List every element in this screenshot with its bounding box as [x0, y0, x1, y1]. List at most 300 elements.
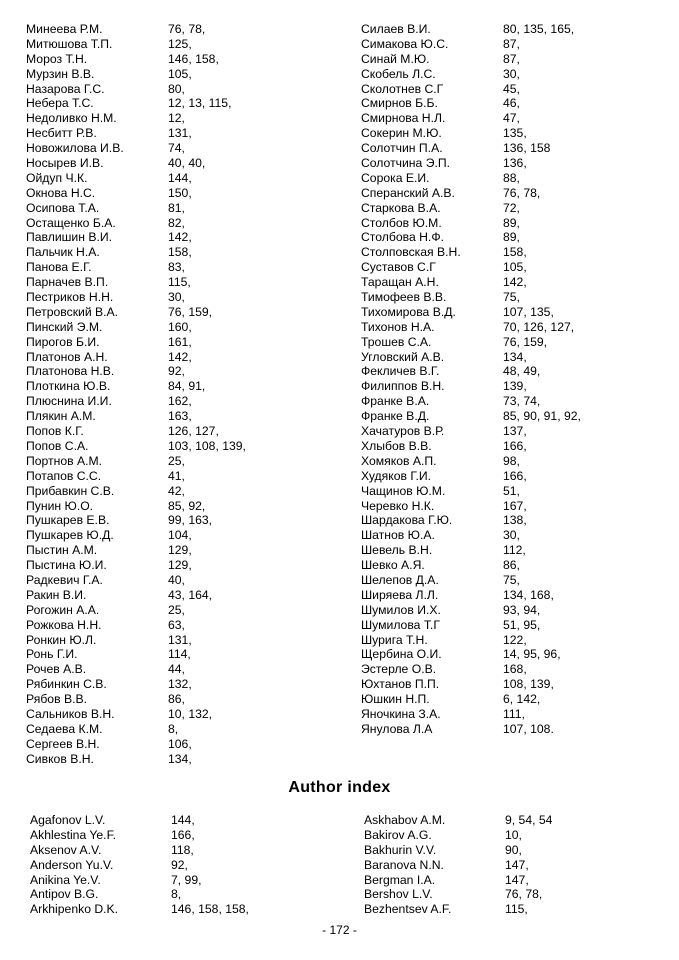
- author-name: Чащинов Ю.М.: [361, 483, 446, 498]
- author-name: Митюшова Т.П.: [26, 36, 113, 51]
- index-entry: [361, 484, 671, 499]
- index-entry: [26, 111, 336, 126]
- author-name: Bakhurin V.V.: [364, 842, 437, 857]
- index-entry: [30, 873, 330, 888]
- author-name: Недоливко Н.М.: [26, 111, 117, 126]
- page-references: 40, 40,: [168, 156, 206, 171]
- index-entry: [26, 707, 336, 722]
- author-name: Старкова В.А.: [361, 200, 441, 215]
- index-entry: [364, 902, 664, 917]
- page-references: 118,: [171, 842, 194, 857]
- page-references: 166,: [171, 827, 195, 842]
- index-entry: [26, 52, 336, 67]
- index-entry: [361, 364, 671, 379]
- author-name: Франке В.А.: [361, 394, 430, 409]
- page-references: 142,: [168, 230, 192, 245]
- page-references: 111,: [503, 706, 525, 721]
- page-references: 8,: [171, 887, 182, 902]
- page-references: 6, 142,: [503, 692, 541, 707]
- author-name: Яночкина З.А.: [361, 706, 441, 721]
- index-entry: [30, 813, 330, 828]
- index-entry: [26, 126, 336, 141]
- page-references: 136, 158: [503, 141, 551, 156]
- author-name: Угловский А.В.: [361, 349, 445, 364]
- page-references: 162,: [168, 394, 192, 409]
- page-references: 144,: [171, 813, 195, 827]
- page-references: 10,: [505, 827, 522, 842]
- author-name: Окнова Н.С.: [26, 185, 96, 200]
- page-references: 125,: [168, 36, 192, 51]
- author-name: Рябов В.В.: [26, 692, 87, 707]
- index-entry: [361, 647, 671, 662]
- page-references: 86,: [168, 692, 185, 707]
- index-entry: [361, 350, 671, 365]
- index-entry: [361, 394, 671, 409]
- author-name: Пушкарев Ю.Д.: [26, 528, 114, 543]
- index-entry: [26, 156, 336, 171]
- author-name: Минеева Р.М.: [26, 22, 103, 36]
- author-name: Потапов С.С.: [26, 468, 102, 483]
- page-references: 12,: [168, 111, 185, 126]
- index-entry: [30, 887, 330, 902]
- author-name: Смирнова Н.Л.: [361, 111, 446, 126]
- index-entry: [26, 603, 336, 618]
- page-references: 99, 163,: [168, 513, 213, 528]
- page-references: 107, 108.: [503, 721, 554, 736]
- index-entry: [26, 305, 336, 320]
- author-name: Пыстина Ю.И.: [26, 558, 107, 573]
- page-references: 147,: [505, 857, 529, 872]
- page-references: 142,: [168, 349, 192, 364]
- index-entry: [364, 873, 664, 888]
- author-name: Шевель В.Н.: [361, 543, 433, 558]
- index-entry: [361, 588, 671, 603]
- index-entry: [364, 887, 664, 902]
- page-references: 43, 164,: [168, 587, 213, 602]
- index-entry: [361, 454, 671, 469]
- author-name: Петровский В.А.: [26, 304, 119, 319]
- author-name: Панова Е.Г.: [26, 260, 92, 275]
- author-name: Портнов А.М.: [26, 453, 103, 468]
- author-name: Пинский Э.М.: [26, 319, 103, 334]
- page-references: 51,: [503, 483, 520, 498]
- author-name: Платонова Н.В.: [26, 364, 115, 379]
- page-references: 126, 127,: [168, 424, 219, 439]
- index-entry: [361, 230, 671, 245]
- author-name: Мороз Т.Н.: [26, 51, 88, 66]
- index-entry: [361, 499, 671, 514]
- page-references: 25,: [168, 602, 185, 617]
- index-entry: [26, 186, 336, 201]
- page-references: 75,: [503, 290, 520, 305]
- author-name: Хачатуров В.Р.: [361, 424, 445, 439]
- index-entry: [26, 543, 336, 558]
- page-references: 114,: [168, 647, 191, 662]
- index-entry: [26, 335, 336, 350]
- index-entry: [26, 260, 336, 275]
- index-entry: [26, 379, 336, 394]
- page-references: 73, 74,: [503, 394, 541, 409]
- author-name: Сперанский А.В.: [361, 185, 455, 200]
- index-entry: [26, 245, 336, 260]
- author-name: Akhlestina Ye.F.: [30, 827, 117, 842]
- page-references: 104,: [168, 528, 192, 543]
- author-index-title: Author index: [288, 779, 391, 796]
- page-references: 150,: [168, 185, 192, 200]
- index-entry: [361, 633, 671, 648]
- page-references: 74,: [168, 141, 185, 156]
- author-name: Павлишин В.И.: [26, 230, 113, 245]
- page-references: 76, 78,: [505, 887, 543, 902]
- author-name: Таращан А.Н.: [361, 275, 439, 290]
- index-entry: [26, 82, 336, 97]
- author-name: Пунин Ю.О.: [26, 498, 94, 513]
- page-references: 87,: [503, 51, 520, 66]
- index-entry: [26, 633, 336, 648]
- index-entry: [26, 588, 336, 603]
- page-references: 103, 108, 139,: [168, 438, 246, 453]
- author-name: Попов С.А.: [26, 438, 89, 453]
- index-entry: [361, 618, 671, 633]
- page-references: 76, 159,: [503, 334, 548, 349]
- index-entry: [361, 275, 671, 290]
- page-references: 137,: [503, 424, 527, 439]
- author-name: Шатнов Ю.А.: [361, 528, 435, 543]
- author-name: Ойдуп Ч.К.: [26, 170, 88, 185]
- index-entry: [26, 141, 336, 156]
- index-entry: [361, 141, 671, 156]
- author-name: Юшкин Н.П.: [361, 692, 430, 707]
- index-entry: [26, 364, 336, 379]
- author-name: Шумилова Т.Г: [361, 617, 440, 632]
- author-name: Фекличев В.Г.: [361, 364, 440, 379]
- author-name: Трошев С.А.: [361, 334, 432, 349]
- index-entry: [361, 543, 671, 558]
- author-name: Сокерин М.Ю.: [361, 126, 442, 141]
- index-entry: [26, 424, 336, 439]
- page-references: 105,: [503, 260, 527, 275]
- index-entry: [26, 171, 336, 186]
- index-entry: [361, 320, 671, 335]
- page-references: 115,: [505, 902, 528, 917]
- page-references: 85, 90, 91, 92,: [503, 409, 581, 424]
- index-entry: [30, 828, 330, 843]
- page-references: 167,: [503, 498, 527, 513]
- page-references: 82,: [168, 215, 185, 230]
- page-references: 161,: [168, 334, 192, 349]
- page-references: 158,: [168, 245, 192, 260]
- page-references: 44,: [168, 662, 185, 677]
- page-references: 86,: [503, 558, 520, 573]
- author-name: Пушкарев Е.В.: [26, 513, 110, 528]
- author-name: Назарова Г.С.: [26, 81, 105, 96]
- index-entry: [26, 573, 336, 588]
- index-entry: [26, 320, 336, 335]
- index-entry: [361, 707, 671, 722]
- page-references: 84, 91,: [168, 379, 206, 394]
- author-name: Тихонов Н.А.: [361, 319, 435, 334]
- index-entry: [361, 290, 671, 305]
- index-entry: [30, 858, 330, 873]
- page-references: 131,: [168, 632, 192, 647]
- index-entry: [26, 409, 336, 424]
- page-references: 45,: [503, 81, 520, 96]
- index-entry: [361, 67, 671, 82]
- author-name: Эстерле О.В.: [361, 662, 437, 677]
- index-entry: [361, 82, 671, 97]
- index-entry: [26, 662, 336, 677]
- page-references: 129,: [168, 558, 192, 573]
- author-name: Ширяева Л.Л.: [361, 587, 439, 602]
- page-references: 30,: [168, 290, 185, 305]
- page-references: 129,: [168, 543, 192, 558]
- page-references: 76, 78,: [168, 22, 206, 36]
- page-references: 138,: [503, 513, 527, 528]
- index-entry: [26, 677, 336, 692]
- index-entry: [361, 379, 671, 394]
- author-name: Янулова Л.А: [361, 721, 433, 736]
- page-references: 160,: [168, 319, 192, 334]
- author-name: Bakirov A.G.: [364, 827, 432, 842]
- index-entry: [361, 513, 671, 528]
- author-name: Юхтанов П.П.: [361, 677, 440, 692]
- author-name: Тимофеев В.В.: [361, 290, 447, 305]
- page-references: 108, 139,: [503, 677, 554, 692]
- author-name: Сколотнев С.Г: [361, 81, 444, 96]
- author-name: Попов К.Г.: [26, 424, 84, 439]
- page-references: 147,: [505, 872, 529, 887]
- author-name: Ронь Г.И.: [26, 647, 78, 662]
- index-entry: [361, 469, 671, 484]
- page-references: 51, 95,: [503, 617, 541, 632]
- index-entry: [361, 558, 671, 573]
- page-references: 146, 158,: [168, 51, 219, 66]
- index-entry: [26, 37, 336, 52]
- page-references: 89,: [503, 230, 520, 245]
- index-entry: [361, 201, 671, 216]
- page-references: 135,: [503, 126, 527, 141]
- index-entry: [361, 37, 671, 52]
- index-entry: [364, 843, 664, 858]
- index-entry: [364, 828, 664, 843]
- page-references: 81,: [168, 200, 185, 215]
- page-references: 48, 49,: [503, 364, 541, 379]
- author-name: Anikina Ye.V.: [30, 872, 101, 887]
- page-references: 112,: [503, 543, 526, 558]
- author-name: Шардакова Г.Ю.: [361, 513, 453, 528]
- page-references: 106,: [168, 736, 192, 751]
- author-name: Платонов А.Н.: [26, 349, 108, 364]
- index-entry: [361, 603, 671, 618]
- index-entry: [26, 350, 336, 365]
- page-references: 25,: [168, 453, 185, 468]
- author-name: Несбитт Р.В.: [26, 126, 97, 141]
- author-index-left-column: [30, 813, 330, 917]
- author-name: Силаев В.И.: [361, 22, 431, 36]
- author-name: Askhabov A.M.: [364, 813, 446, 827]
- page-references: 163,: [168, 409, 192, 424]
- author-name: Парначев В.П.: [26, 275, 109, 290]
- author-name: Рочев А.В.: [26, 662, 87, 677]
- page-references: 146, 158, 158,: [171, 902, 249, 917]
- author-name: Рогожин А.А.: [26, 602, 100, 617]
- page-references: 76, 159,: [168, 304, 213, 319]
- page-references: 166,: [503, 468, 527, 483]
- author-name: Небера Т.С.: [26, 96, 94, 111]
- index-entry: [361, 111, 671, 126]
- author-name: Солотчина Э.П.: [361, 156, 450, 171]
- author-name: Носырев И.В.: [26, 156, 104, 171]
- author-name: Aksenov A.V.: [30, 842, 102, 857]
- index-entry: [26, 737, 336, 752]
- index-entry: [26, 96, 336, 111]
- author-name: Рожкова Н.Н.: [26, 617, 102, 632]
- page-references: 41,: [168, 468, 185, 483]
- page-references: 75,: [503, 572, 520, 587]
- page-references: 46,: [503, 96, 520, 111]
- index-entry: [26, 230, 336, 245]
- author-name: Худяков Г.И.: [361, 468, 432, 483]
- page-references: 87,: [503, 36, 520, 51]
- author-name: Солотчин П.А.: [361, 141, 443, 156]
- index-entry: [361, 424, 671, 439]
- index-entry: [26, 216, 336, 231]
- author-name: Радкевич Г.А.: [26, 572, 103, 587]
- author-name: Столбов Ю.М.: [361, 215, 442, 230]
- page-references: 63,: [168, 617, 185, 632]
- author-name: Франке В.Д.: [361, 409, 430, 424]
- index-entry: [361, 22, 671, 37]
- author-name: Пальчик Н.А.: [26, 245, 100, 260]
- author-name: Тихомирова В.Д.: [361, 304, 456, 319]
- page-references: 98,: [503, 453, 520, 468]
- index-entry: [26, 454, 336, 469]
- index-entry: [361, 409, 671, 424]
- index-entry: [361, 677, 671, 692]
- index-entry: [26, 513, 336, 528]
- author-name: Пестриков Н.Н.: [26, 290, 114, 305]
- page-references: 122,: [503, 632, 527, 647]
- index-entry: [364, 813, 664, 828]
- page-references: 115,: [168, 275, 191, 290]
- index-entry: [26, 469, 336, 484]
- index-entry: [361, 186, 671, 201]
- index-entry: [26, 439, 336, 454]
- page-references: 90,: [505, 842, 522, 857]
- page-references: 144,: [168, 170, 192, 185]
- page-references: 92,: [171, 857, 188, 872]
- page-references: 89,: [503, 215, 520, 230]
- page-references: 12, 13, 115,: [168, 96, 232, 111]
- index-entry: [361, 305, 671, 320]
- author-name: Новожилова И.В.: [26, 141, 124, 156]
- page-references: 40,: [168, 572, 185, 587]
- page-references: 134,: [168, 751, 192, 766]
- author-name: Рябинкин С.В.: [26, 677, 107, 692]
- page-references: 9, 54, 54: [505, 813, 553, 827]
- page-references: 76, 78,: [503, 185, 541, 200]
- index-entry: [26, 528, 336, 543]
- page-references: 92,: [168, 364, 185, 379]
- page-references: 105,: [168, 66, 192, 81]
- index-entry: [361, 439, 671, 454]
- author-name: Пирогов Б.И.: [26, 334, 100, 349]
- index-entry: [361, 662, 671, 677]
- index-entry: [26, 275, 336, 290]
- index-entry: [361, 171, 671, 186]
- author-name: Осипова Т.А.: [26, 200, 100, 215]
- author-name: Arkhipenko D.K.: [30, 902, 119, 917]
- page-references: 8,: [168, 721, 179, 736]
- author-name: Скобель Л.С.: [361, 66, 436, 81]
- index-entry: [26, 752, 336, 767]
- index-entry: [26, 499, 336, 514]
- index-entry: [361, 96, 671, 111]
- index-entry: [26, 290, 336, 305]
- page-references: 80,: [168, 81, 185, 96]
- author-name: Шелепов Д.А.: [361, 572, 439, 587]
- author-name: Шевко А.Я.: [361, 558, 425, 573]
- author-name: Шурига Т.Н.: [361, 632, 428, 647]
- author-name: Мурзин В.В.: [26, 66, 95, 81]
- author-name: Antipov B.G.: [30, 887, 99, 902]
- index-entry: [361, 692, 671, 707]
- index-entry: [26, 201, 336, 216]
- index-entry: [361, 245, 671, 260]
- index-entry: [26, 484, 336, 499]
- page-references: 30,: [503, 528, 520, 543]
- page-references: 30,: [503, 66, 520, 81]
- author-name: Хлыбов В.В.: [361, 438, 432, 453]
- page-references: 93, 94,: [503, 602, 541, 617]
- author-name: Синай М.Ю.: [361, 51, 430, 66]
- page-references: 85, 92,: [168, 498, 206, 513]
- page-number: - 172 -: [322, 923, 357, 937]
- author-name: Суставов С.Г: [361, 260, 436, 275]
- index-entry: [361, 216, 671, 231]
- author-name: Плякин А.М.: [26, 409, 96, 424]
- index-entry: [364, 858, 664, 873]
- author-name: Сивков В.Н.: [26, 751, 94, 766]
- page-references: 158,: [503, 245, 527, 260]
- author-name: Agafonov L.V.: [30, 813, 106, 827]
- index-entry: [26, 22, 336, 37]
- author-name: Филиппов В.Н.: [361, 379, 445, 394]
- author-name: Bershov L.V.: [364, 887, 433, 902]
- page-references: 107, 135,: [503, 304, 554, 319]
- page-references: 139,: [503, 379, 527, 394]
- author-index-right-column: [364, 813, 664, 917]
- index-entry: [361, 573, 671, 588]
- author-name: Симакова Ю.С.: [361, 36, 449, 51]
- page-references: 10, 132,: [168, 706, 213, 721]
- author-name: Шумилов И.Х.: [361, 602, 441, 617]
- index-entry: [26, 692, 336, 707]
- page-references: 72,: [503, 200, 520, 215]
- page-references: 7, 99,: [171, 872, 202, 887]
- index-entry: [26, 67, 336, 82]
- index-entry: [26, 722, 336, 737]
- page-references: 132,: [168, 677, 192, 692]
- author-name: Хомяков А.П.: [361, 453, 437, 468]
- page-references: 88,: [503, 170, 520, 185]
- page-references: 134, 168,: [503, 587, 554, 602]
- author-name: Смирнов Б.Б.: [361, 96, 438, 111]
- author-name: Столбова Н.Ф.: [361, 230, 444, 245]
- author-name: Седаева К.М.: [26, 721, 103, 736]
- page-references: 166,: [503, 438, 527, 453]
- russian-index-right-column: [361, 22, 671, 737]
